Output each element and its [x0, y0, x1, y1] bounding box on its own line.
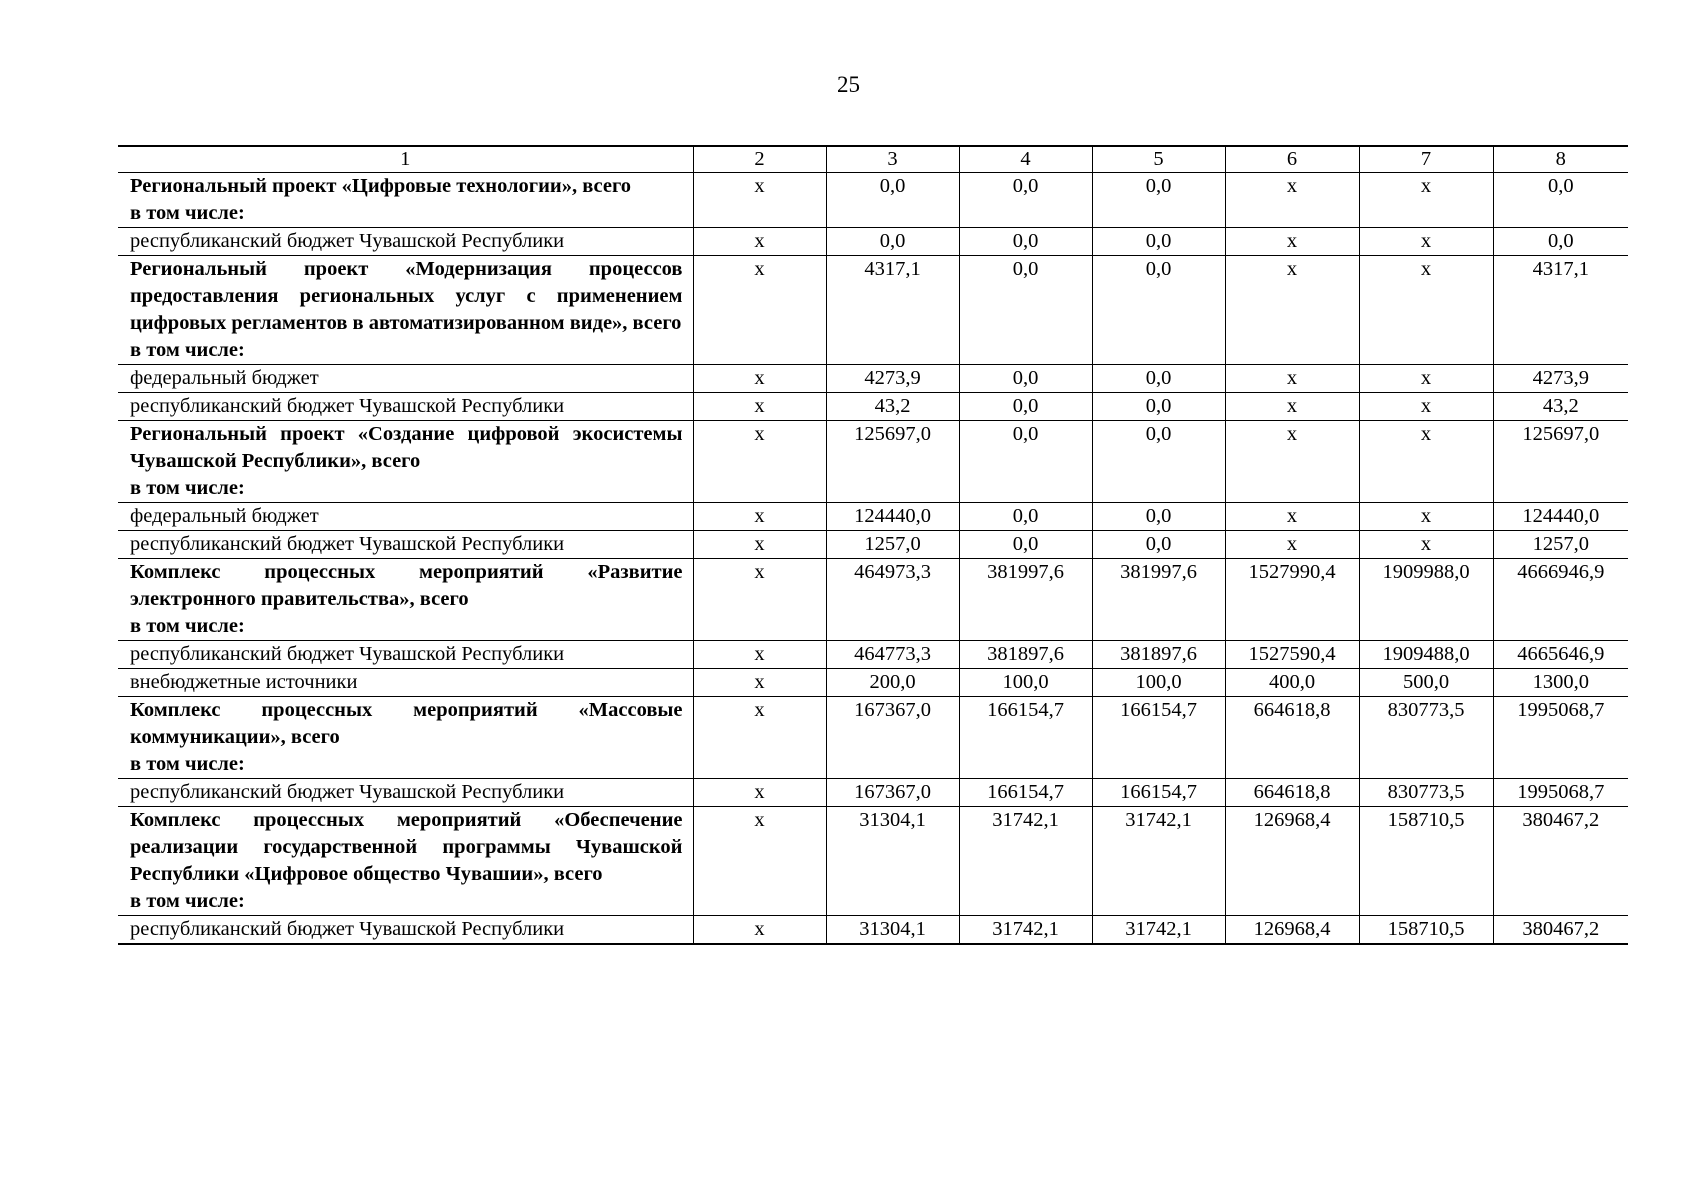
row-name-text: федеральный бюджет: [130, 505, 319, 527]
value-cell: 1527590,4: [1225, 641, 1359, 669]
value-cell: 158710,5: [1359, 916, 1493, 945]
table-body: [118, 146, 1628, 944]
value-cell: 464973,3: [826, 559, 959, 641]
row-name-text: Региональный проект «Создание цифровой экосистемы Чувашской Республики», всего: [130, 423, 683, 472]
table-row: [118, 916, 1628, 945]
value-cell: 381997,6: [959, 559, 1092, 641]
row-name-cell: [118, 503, 693, 531]
value-cell: 124440,0: [1493, 503, 1628, 531]
row-name-text: в том числе:: [130, 339, 245, 361]
value-cell: 4273,9: [826, 365, 959, 393]
value-cell: x: [1359, 421, 1493, 503]
value-cell: x: [1225, 531, 1359, 559]
value-cell: 380467,2: [1493, 916, 1628, 945]
row-name-text: внебюджетные источники: [130, 671, 358, 693]
value-cell: 1527990,4: [1225, 559, 1359, 641]
value-cell: 500,0: [1359, 669, 1493, 697]
value-cell: x: [693, 669, 826, 697]
row-name-text: республиканский бюджет Чувашской Республики: [130, 395, 565, 417]
value-cell: 4665646,9: [1493, 641, 1628, 669]
value-cell: x: [1359, 228, 1493, 256]
value-cell: 0,0: [959, 256, 1092, 365]
value-cell: 664618,8: [1225, 779, 1359, 807]
row-name-text: федеральный бюджет: [130, 367, 319, 389]
row-name-text: в том числе:: [130, 890, 245, 912]
row-name-text: республиканский бюджет Чувашской Республики: [130, 230, 565, 252]
row-name-cell: [118, 393, 693, 421]
value-cell: 167367,0: [826, 779, 959, 807]
value-cell: 0,0: [1092, 393, 1225, 421]
value-cell: 31742,1: [1092, 916, 1225, 945]
header-cell: 8: [1493, 146, 1628, 173]
row-name-text: в том числе:: [130, 615, 245, 637]
row-name-cell: [118, 779, 693, 807]
page-number: 25: [837, 72, 860, 97]
row-name-text: республиканский бюджет Чувашской Республики: [130, 781, 565, 803]
value-cell: x: [693, 531, 826, 559]
row-name-text: Комплекс процессных мероприятий «Развитие электронного правительства», всего: [130, 561, 683, 610]
value-cell: 0,0: [959, 365, 1092, 393]
value-cell: 0,0: [1092, 531, 1225, 559]
value-cell: x: [1225, 365, 1359, 393]
header-cell: 2: [693, 146, 826, 173]
row-name-cell: [118, 669, 693, 697]
header-cell: 6: [1225, 146, 1359, 173]
value-cell: x: [1359, 531, 1493, 559]
row-name-text: в том числе:: [130, 753, 245, 775]
value-cell: x: [693, 697, 826, 779]
row-name-cell: [118, 173, 693, 228]
value-cell: 126968,4: [1225, 916, 1359, 945]
value-cell: x: [1225, 421, 1359, 503]
value-cell: 0,0: [826, 173, 959, 228]
table-row: [118, 421, 1628, 503]
row-name-cell: [118, 531, 693, 559]
value-cell: x: [693, 559, 826, 641]
value-cell: x: [693, 393, 826, 421]
value-cell: 4666946,9: [1493, 559, 1628, 641]
value-cell: 0,0: [1493, 228, 1628, 256]
value-cell: x: [693, 641, 826, 669]
value-cell: 1909488,0: [1359, 641, 1493, 669]
value-cell: x: [1359, 393, 1493, 421]
table-header-row: [118, 146, 1628, 173]
value-cell: 0,0: [1092, 421, 1225, 503]
value-cell: 0,0: [1092, 173, 1225, 228]
value-cell: x: [1225, 228, 1359, 256]
value-cell: x: [693, 503, 826, 531]
row-name-cell: [118, 559, 693, 641]
value-cell: 31304,1: [826, 916, 959, 945]
value-cell: 1909988,0: [1359, 559, 1493, 641]
value-cell: 664618,8: [1225, 697, 1359, 779]
table-row: [118, 173, 1628, 228]
row-name-cell: [118, 421, 693, 503]
row-name-text: республиканский бюджет Чувашской Республики: [130, 643, 565, 665]
row-name-text: в том числе:: [130, 202, 245, 224]
value-cell: x: [693, 916, 826, 945]
row-name-text: Комплекс процессных мероприятий «Обеспечение реализации государственной программы Чувашской Республики «Цифровое общество Чувашии», всего: [130, 809, 683, 885]
row-name-text: республиканский бюджет Чувашской Республики: [130, 918, 565, 940]
value-cell: 830773,5: [1359, 697, 1493, 779]
table-row: [118, 503, 1628, 531]
value-cell: 1995068,7: [1493, 697, 1628, 779]
value-cell: x: [1359, 256, 1493, 365]
row-name-cell: [118, 365, 693, 393]
value-cell: 0,0: [959, 393, 1092, 421]
value-cell: 4273,9: [1493, 365, 1628, 393]
value-cell: 43,2: [1493, 393, 1628, 421]
row-name-text: Региональный проект «Цифровые технологии», всего: [130, 175, 632, 197]
value-cell: 100,0: [1092, 669, 1225, 697]
value-cell: 400,0: [1225, 669, 1359, 697]
value-cell: x: [1225, 256, 1359, 365]
budget-table: [118, 145, 1628, 945]
table-row: [118, 559, 1628, 641]
value-cell: 100,0: [959, 669, 1092, 697]
value-cell: x: [693, 779, 826, 807]
row-name-cell: [118, 807, 693, 916]
value-cell: 1257,0: [826, 531, 959, 559]
value-cell: x: [693, 421, 826, 503]
value-cell: 381897,6: [1092, 641, 1225, 669]
value-cell: x: [1359, 365, 1493, 393]
value-cell: 31304,1: [826, 807, 959, 916]
row-name-text: в том числе:: [130, 477, 245, 499]
value-cell: 0,0: [959, 173, 1092, 228]
value-cell: x: [693, 173, 826, 228]
value-cell: 0,0: [1092, 228, 1225, 256]
value-cell: 380467,2: [1493, 807, 1628, 916]
value-cell: 0,0: [1092, 503, 1225, 531]
value-cell: 0,0: [826, 228, 959, 256]
value-cell: x: [1359, 173, 1493, 228]
value-cell: 158710,5: [1359, 807, 1493, 916]
value-cell: x: [693, 256, 826, 365]
value-cell: 830773,5: [1359, 779, 1493, 807]
table-row: [118, 697, 1628, 779]
header-cell: 4: [959, 146, 1092, 173]
table-row: [118, 807, 1628, 916]
value-cell: 381997,6: [1092, 559, 1225, 641]
table-row: [118, 228, 1628, 256]
value-cell: 166154,7: [959, 697, 1092, 779]
value-cell: 1995068,7: [1493, 779, 1628, 807]
value-cell: 4317,1: [826, 256, 959, 365]
row-name-text: Региональный проект «Модернизация процессов предоставления региональных услуг с применением цифровых регламентов в автоматизированном виде», всего: [130, 258, 683, 334]
value-cell: 166154,7: [1092, 779, 1225, 807]
value-cell: 1300,0: [1493, 669, 1628, 697]
value-cell: 200,0: [826, 669, 959, 697]
row-name-cell: [118, 697, 693, 779]
value-cell: 43,2: [826, 393, 959, 421]
value-cell: 126968,4: [1225, 807, 1359, 916]
value-cell: 0,0: [959, 503, 1092, 531]
value-cell: 125697,0: [1493, 421, 1628, 503]
value-cell: x: [1225, 503, 1359, 531]
value-cell: x: [1225, 173, 1359, 228]
value-cell: x: [693, 228, 826, 256]
value-cell: 31742,1: [1092, 807, 1225, 916]
row-name-cell: [118, 256, 693, 365]
header-cell: 7: [1359, 146, 1493, 173]
value-cell: 166154,7: [959, 779, 1092, 807]
table-row: [118, 641, 1628, 669]
table-row: [118, 365, 1628, 393]
row-name-cell: [118, 641, 693, 669]
value-cell: 31742,1: [959, 916, 1092, 945]
value-cell: 125697,0: [826, 421, 959, 503]
value-cell: x: [1359, 503, 1493, 531]
value-cell: 167367,0: [826, 697, 959, 779]
table-row: [118, 393, 1628, 421]
value-cell: x: [1225, 393, 1359, 421]
value-cell: 1257,0: [1493, 531, 1628, 559]
value-cell: 0,0: [959, 531, 1092, 559]
row-name-text: республиканский бюджет Чувашской Республики: [130, 533, 565, 555]
value-cell: 124440,0: [826, 503, 959, 531]
row-name-cell: [118, 916, 693, 945]
value-cell: x: [693, 365, 826, 393]
header-cell: 3: [826, 146, 959, 173]
value-cell: 0,0: [959, 228, 1092, 256]
value-cell: 4317,1: [1493, 256, 1628, 365]
value-cell: x: [693, 807, 826, 916]
header-cell: 5: [1092, 146, 1225, 173]
value-cell: 381897,6: [959, 641, 1092, 669]
table-row: [118, 779, 1628, 807]
table-row: [118, 256, 1628, 365]
value-cell: 0,0: [1092, 365, 1225, 393]
value-cell: 464773,3: [826, 641, 959, 669]
table-row: [118, 531, 1628, 559]
value-cell: 0,0: [959, 421, 1092, 503]
value-cell: 0,0: [1493, 173, 1628, 228]
row-name-cell: [118, 228, 693, 256]
value-cell: 0,0: [1092, 256, 1225, 365]
value-cell: 166154,7: [1092, 697, 1225, 779]
row-name-text: Комплекс процессных мероприятий «Массовые коммуникации», всего: [130, 699, 683, 748]
value-cell: 31742,1: [959, 807, 1092, 916]
header-cell: 1: [118, 146, 693, 173]
table-row: [118, 669, 1628, 697]
